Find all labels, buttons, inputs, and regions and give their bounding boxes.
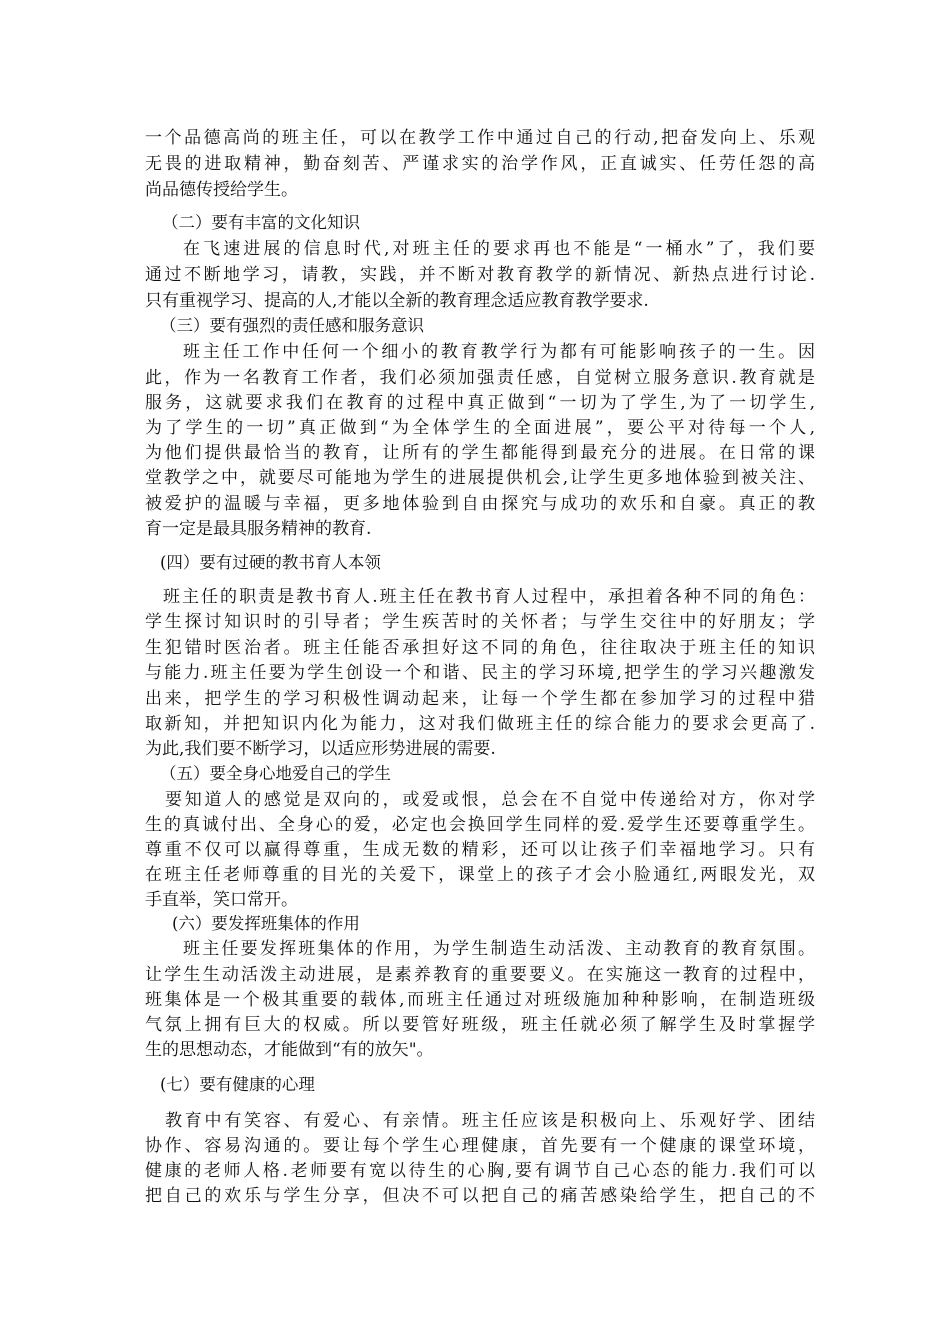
section-heading-6: (六）要发挥班集体的作用	[172, 914, 360, 933]
body-text-line: 要知道人的感觉是双向的，或爱或恨，总会在不自觉中传递给对方，你对学	[165, 790, 815, 810]
body-text-line: 为他们提供最恰当的教育，让所有的学生都能得到最充分的进展。在日常的课	[145, 443, 815, 463]
body-text-line: 与能力.班主任要为学生创设一个和谐、民主的学习环境,把学生的学习兴趣激发	[145, 663, 815, 683]
body-text-line: 学生探讨知识时的引导者；学生疾苦时的关怀者；与学生交往中的好朋友；学	[145, 612, 815, 632]
body-text-line: 通过不断地学习，请教，实践，并不断对教育教学的新情况、新热点进行讨论.	[145, 265, 815, 285]
body-text-line: 尚品德传授给学生。	[145, 180, 298, 200]
body-text-line: 出来，把学生的学习积极性调动起来，让每一个学生都在参加学习的过程中猎	[145, 689, 815, 709]
body-text-line: 健康的老师人格.老师要有宽以待生的心胸,要有调节自己心态的能力.我们可以	[145, 1161, 815, 1181]
section-heading-3: （三）要有强烈的责任感和服务意识	[160, 316, 424, 335]
body-text-line: 教育中有笑容、有爱心、有亲情。班主任应该是积极向上、乐观好学、团结	[165, 1111, 815, 1131]
body-text-line: 只有重视学习、提高的人,才能以全新的教育理念适应教育教学要求.	[145, 291, 649, 311]
body-text-line: 班主任工作中任何一个细小的教育教学行为都有可能影响孩子的一生。因	[183, 342, 815, 362]
body-text-line: 堂教学之中，就要尽可能地为学生的进展提供机会,让学生更多地体验到被关注、	[145, 468, 815, 488]
body-text-line: 尊重不仅可以赢得尊重，生成无数的精彩，还可以让孩子们幸福地学习。只有	[145, 840, 815, 860]
body-text-line: 生犯错时医治者。班主任能否承担好这不同的角色，往往取决于班主任的知识	[145, 638, 815, 658]
body-text-line: 协作、容易沟通的。要让每个学生心理健康，首先要有一个健康的课堂环境，	[145, 1136, 815, 1156]
body-text-line: 气氛上拥有巨大的权威。所以要管好班级，班主任就必须了解学生及时掌握学	[145, 1015, 815, 1035]
body-text-line: 班集体是一个极其重要的载体,而班主任通过对班级施加种种影响，在制造班级	[145, 990, 815, 1010]
body-text-line: 把自己的欢乐与学生分享，但决不可以把自己的痛苦感染给学生，把自己的不	[145, 1186, 815, 1206]
body-text-line: 生的真诚付出、全身心的爱，必定也会换回学生同样的爱.爱学生还要尊重学生。	[145, 815, 815, 835]
body-text-line: 此，作为一名教育工作者，我们必须加强责任感，自觉树立服务意识.教育就是	[145, 368, 815, 388]
body-text-line: 无畏的进取精神，勤奋刻苦、严谨求实的治学作风，正直诚实、任劳任怨的高	[145, 154, 815, 174]
body-text-line: 为了学生的一切”真正做到“为全体学生的全面进展”，要公平对待每一个人,	[145, 418, 815, 438]
body-text-line: 班主任的职责是教书育人.班主任在教书育人过程中，承担着各种不同的角色：	[163, 587, 815, 607]
body-text-line: 在班主任老师尊重的目光的关爱下，课堂上的孩子才会小脸通红,两眼发光，双	[145, 865, 815, 885]
section-heading-2: （二）要有丰富的文化知识	[162, 213, 360, 232]
body-text-line: 一个品德高尚的班主任，可以在教学工作中通过自己的行动,把奋发向上、乐观	[145, 128, 815, 148]
body-text-line: 手直举，笑口常开。	[145, 890, 298, 910]
body-text-line: 被爱护的温暖与幸福，更多地体验到自由探究与成功的欢乐和自豪。真正的教	[145, 494, 815, 514]
body-text-line: 育一定是最具服务精神的教育.	[145, 519, 372, 539]
body-text-line: 生的思想动态，才能做到“有的放矢"。	[145, 1040, 434, 1060]
body-text-line: 班主任要发挥班集体的作用，为学生制造生动活泼、主动教育的教育氛围。	[183, 939, 815, 959]
body-text-line: 在飞速进展的信息时代,对班主任的要求再也不能是“一桶水”了，我们要	[183, 239, 815, 259]
body-text-line: 让学生生动活泼主动进展，是素养教育的重要要义。在实施这一教育的过程中，	[145, 965, 815, 985]
body-text-line: 服务，这就要求我们在教育的过程中真正做到“一切为了学生,为了一切学生,	[145, 393, 815, 413]
section-heading-4: (四）要有过硬的教书育人本领	[160, 553, 381, 572]
section-heading-7: (七）要有健康的心理	[160, 1075, 315, 1094]
section-heading-5: （五）要全身心地爱自己的学生	[160, 764, 391, 783]
body-text-line: 为此,我们要不断学习，以适应形势进展的需要.	[145, 739, 496, 759]
body-text-line: 取新知，并把知识内化为能力，这对我们做班主任的综合能力的要求会更高了.	[145, 714, 815, 734]
